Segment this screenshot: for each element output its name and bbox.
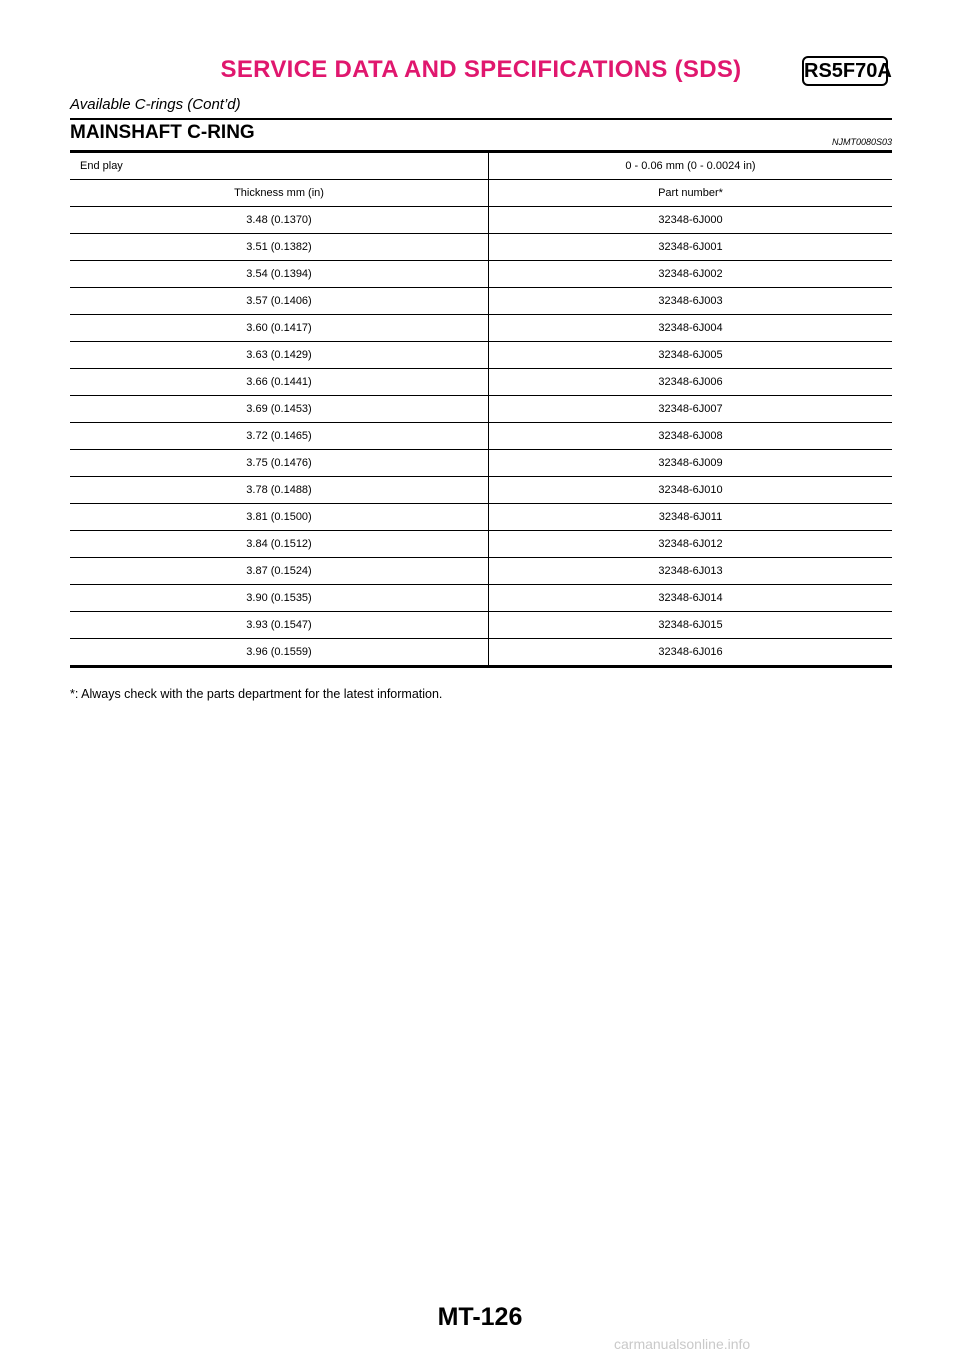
part-number-cell: 32348-6J009 xyxy=(489,450,893,477)
thickness-cell: 3.84 (0.1512) xyxy=(70,531,489,558)
header-title: SERVICE DATA AND SPECIFICATIONS (SDS) xyxy=(220,56,742,83)
thickness-cell: 3.78 (0.1488) xyxy=(70,477,489,504)
part-number-cell: 32348-6J005 xyxy=(489,342,893,369)
table-row xyxy=(70,234,892,261)
thickness-cell: 3.54 (0.1394) xyxy=(70,261,489,288)
table-row xyxy=(70,423,892,450)
table-row xyxy=(70,612,892,639)
thickness-cell: 3.60 (0.1417) xyxy=(70,315,489,342)
thickness-cell: 3.69 (0.1453) xyxy=(70,396,489,423)
table-row xyxy=(70,261,892,288)
part-number-cell: 32348-6J011 xyxy=(489,504,893,531)
table-row xyxy=(70,450,892,477)
section-title: MAINSHAFT C-RING xyxy=(70,122,255,143)
table-row xyxy=(70,585,892,612)
thickness-cell: 3.72 (0.1465) xyxy=(70,423,489,450)
thickness-cell: 3.66 (0.1441) xyxy=(70,369,489,396)
part-number-cell: 32348-6J016 xyxy=(489,639,893,667)
part-number-cell: 32348-6J015 xyxy=(489,612,893,639)
part-number-cell: 32348-6J012 xyxy=(489,531,893,558)
table-row xyxy=(70,531,892,558)
thickness-cell: 3.63 (0.1429) xyxy=(70,342,489,369)
thickness-cell: 3.90 (0.1535) xyxy=(70,585,489,612)
part-number-cell: 32348-6J013 xyxy=(489,558,893,585)
header-rule xyxy=(70,118,892,120)
watermark: carmanualsonline.info xyxy=(614,1336,751,1352)
part-number-cell: 32348-6J007 xyxy=(489,396,893,423)
thickness-cell: 3.75 (0.1476) xyxy=(70,450,489,477)
thickness-cell: 3.93 (0.1547) xyxy=(70,612,489,639)
table-row xyxy=(70,288,892,315)
footnote: *: Always check with the parts department for the latest information. xyxy=(70,687,443,701)
thickness-cell: 3.51 (0.1382) xyxy=(70,234,489,261)
part-number-cell: 32348-6J002 xyxy=(489,261,893,288)
part-number-cell: 32348-6J008 xyxy=(489,423,893,450)
part-number-cell: 32348-6J010 xyxy=(489,477,893,504)
table-row xyxy=(70,396,892,423)
table-row xyxy=(70,342,892,369)
table-row xyxy=(70,477,892,504)
end-play-value: 0 - 0.06 mm (0 - 0.0024 in) xyxy=(489,153,893,180)
table-row xyxy=(70,504,892,531)
c-ring-table xyxy=(70,153,892,668)
part-number-cell: 32348-6J003 xyxy=(489,288,893,315)
part-number-cell: 32348-6J004 xyxy=(489,315,893,342)
part-number-cell: 32348-6J000 xyxy=(489,207,893,234)
header-subtitle: Available C-rings (Cont’d) xyxy=(70,96,241,113)
table-row xyxy=(70,207,892,234)
part-number-cell: 32348-6J001 xyxy=(489,234,893,261)
table-row xyxy=(70,639,892,667)
part-number-cell: 32348-6J014 xyxy=(489,585,893,612)
part-number-column-header: Part number* xyxy=(489,180,893,207)
thickness-cell: 3.96 (0.1559) xyxy=(70,639,489,667)
thickness-cell: 3.48 (0.1370) xyxy=(70,207,489,234)
table-row xyxy=(70,315,892,342)
c-ring-table-body xyxy=(70,153,892,667)
thickness-cell: 3.57 (0.1406) xyxy=(70,288,489,315)
thickness-cell: 3.87 (0.1524) xyxy=(70,558,489,585)
column-header-row xyxy=(70,180,892,207)
table-row xyxy=(70,558,892,585)
end-play-label: End play xyxy=(70,153,489,180)
thickness-cell: 3.81 (0.1500) xyxy=(70,504,489,531)
page-number: MT-126 xyxy=(437,1303,523,1331)
section-ref: NJMT0080S03 xyxy=(831,137,892,147)
thickness-column-header: Thickness mm (in) xyxy=(70,180,489,207)
table-row xyxy=(70,369,892,396)
part-number-cell: 32348-6J006 xyxy=(489,369,893,396)
model-badge: RS5F70A xyxy=(802,56,888,86)
end-play-row xyxy=(70,153,892,180)
